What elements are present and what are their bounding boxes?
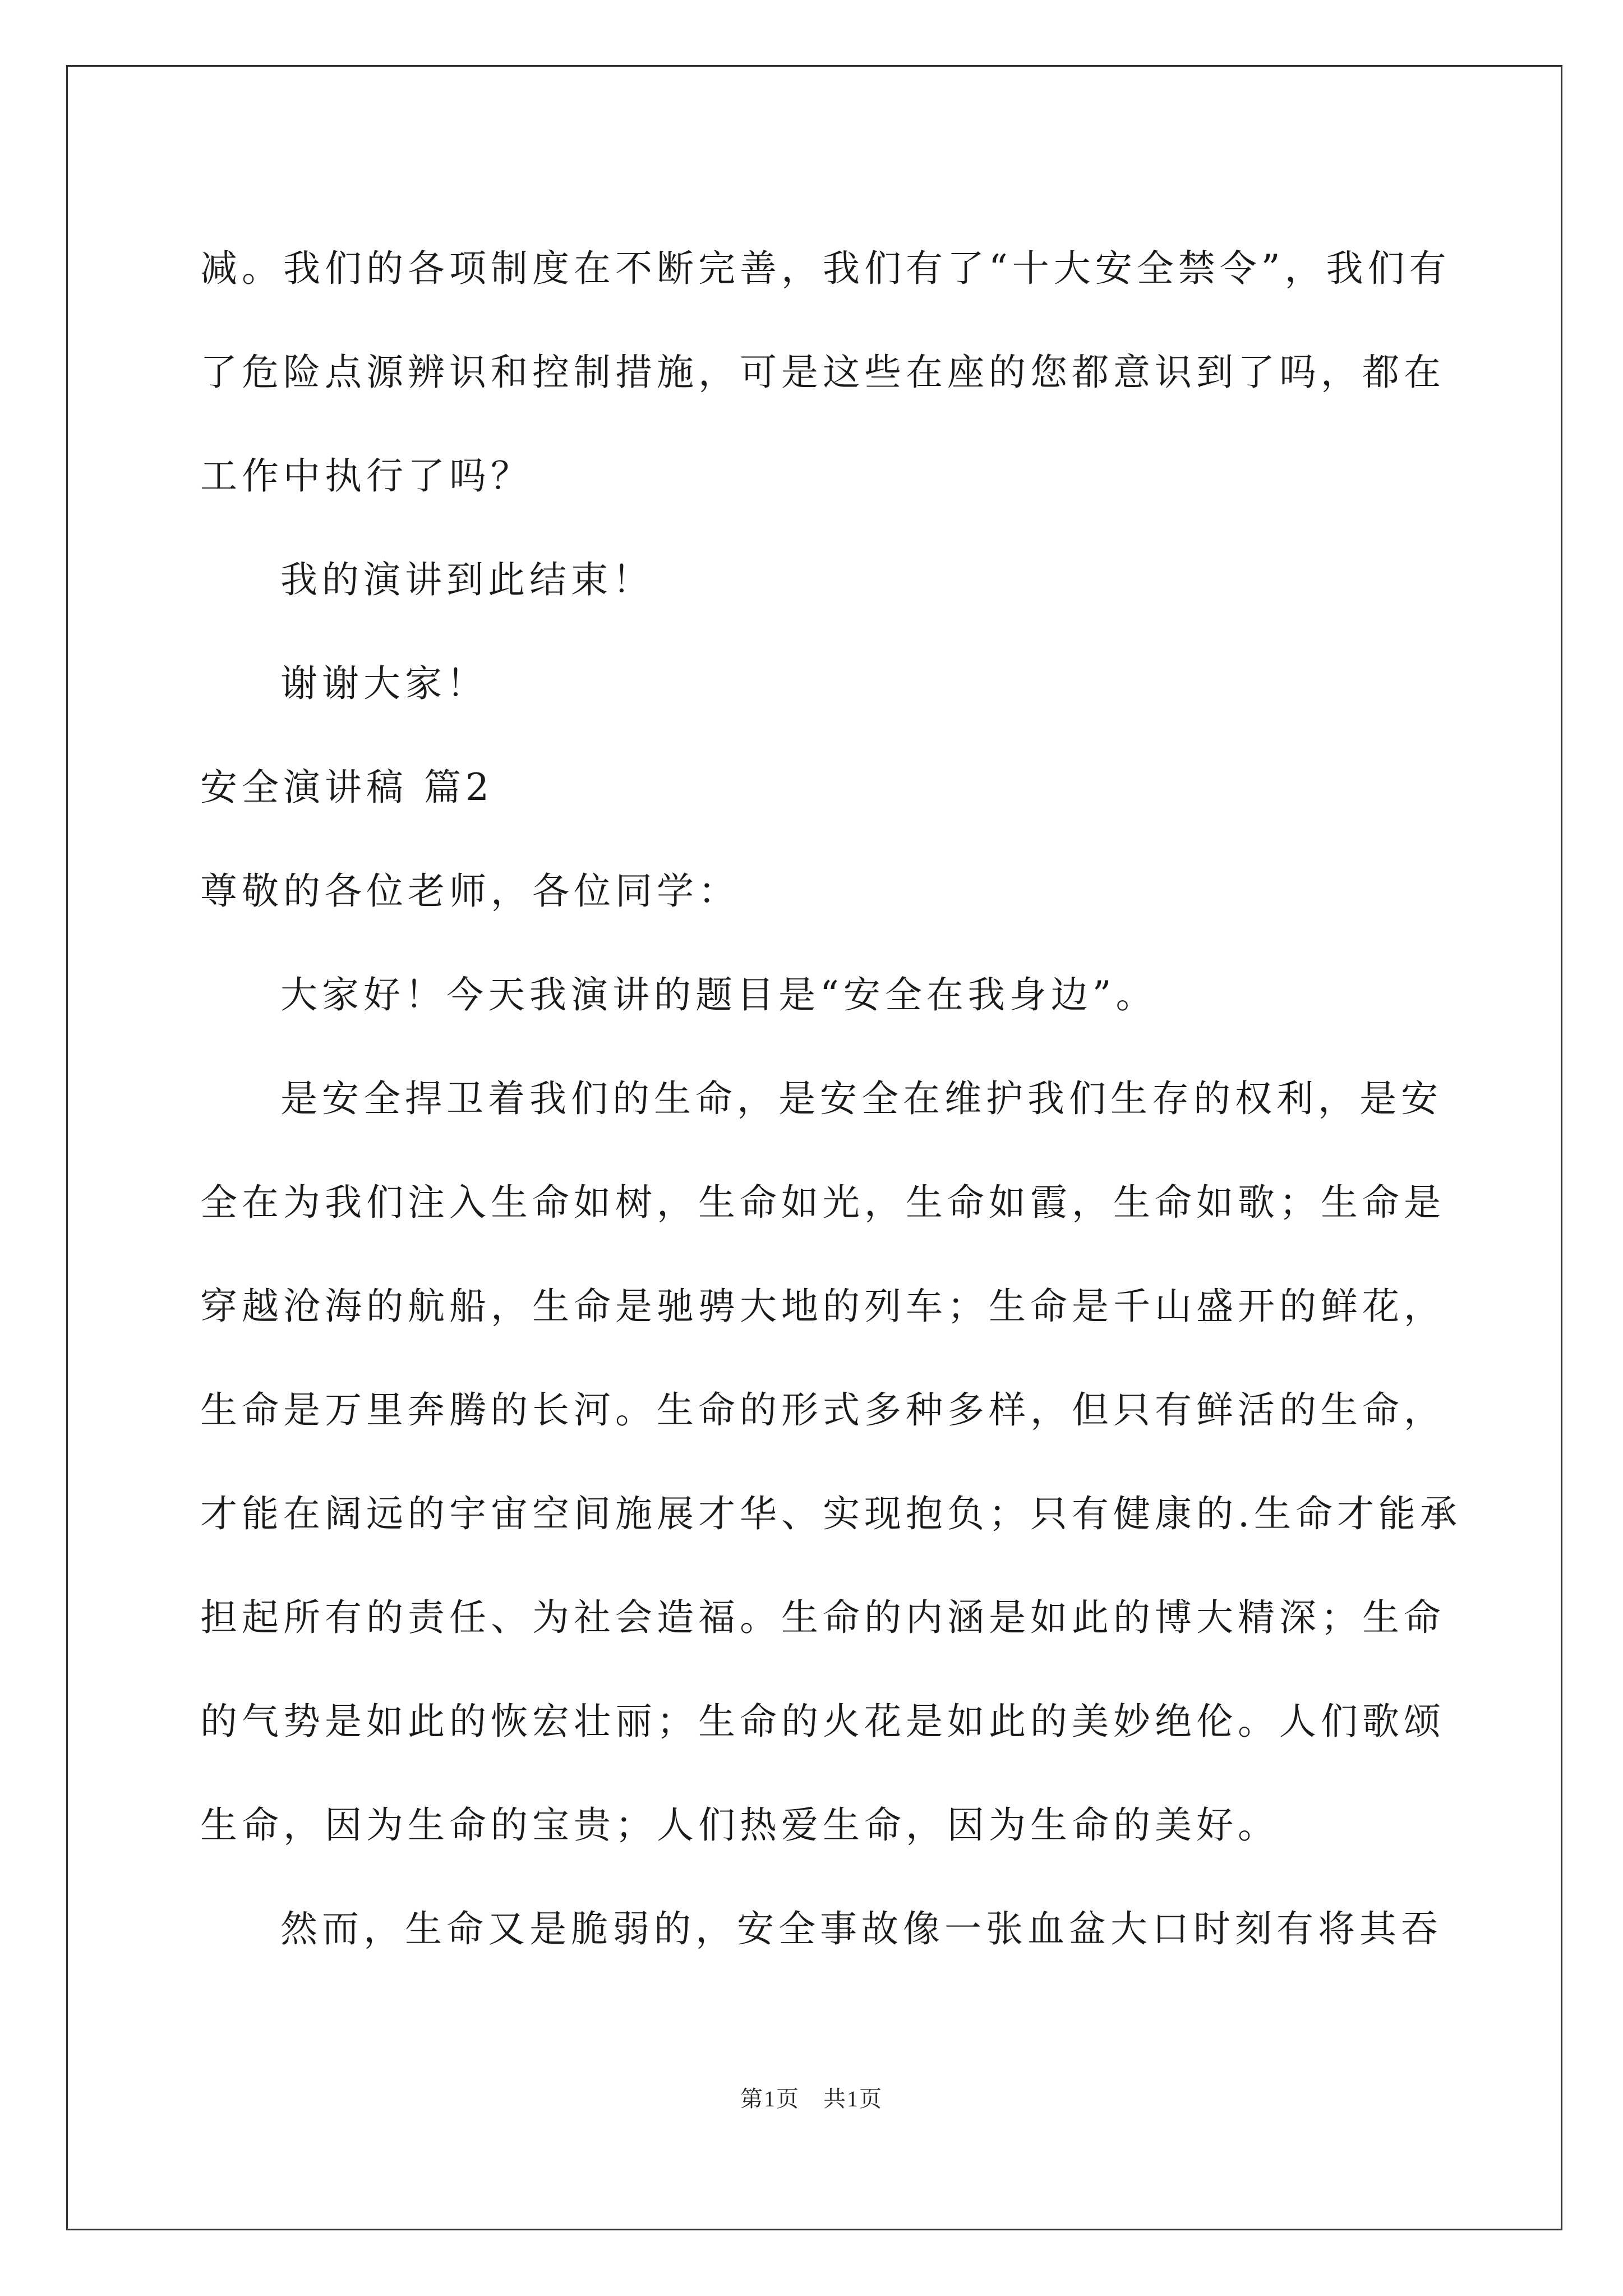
text-line: 担起所有的责任、为社会造福。生命的内涵是如此的博大精深；生命 [200,1596,1445,1639]
text-line: 生命是万里奔腾的长河。生命的形式多种多样，但只有鲜活的生命， [200,1388,1445,1432]
text-line: 穿越沧海的航船，生命是驰骋大地的列车；生命是千山盛开的鲜花， [200,1285,1445,1328]
text-line: 全在为我们注入生命如树，生命如光，生命如霞，生命如歌；生命是 [200,1181,1445,1224]
text-line: 然而，生命又是脆弱的，安全事故像一张血盆大口时刻有将其吞 [280,1907,1442,1950]
text-line: 才能在阔远的宇宙空间施展才华、实现抱负；只有健康的.生命才能承 [200,1492,1461,1535]
text-line: 是安全捍卫着我们的生命，是安全在维护我们生存的权利，是安 [280,1077,1442,1120]
text-line: 大家好！今天我演讲的题目是“安全在我身边”。 [280,973,1158,1016]
text-line: 减。我们的各项制度在不断完善，我们有了“十大安全禁令”，我们有 [200,247,1451,290]
section-heading: 安全演讲稿 篇2 [200,766,494,809]
text-line: 的气势是如此的恢宏壮丽；生命的火花是如此的美妙绝伦。人们歌颂 [200,1700,1445,1743]
text-line: 工作中执行了吗？ [200,454,532,498]
text-line: 我的演讲到此结束！ [280,558,654,601]
document-body [200,213,1461,1977]
text-line: 谢谢大家！ [280,662,488,705]
page-number-footer: 第1页 共1页 [740,2086,883,2111]
text-line: 了危险点源辨识和控制措施，可是这些在座的您都意识到了吗，都在 [200,351,1445,394]
text-line: 生命，因为生命的宝贵；人们热爱生命，因为生命的美好。 [200,1803,1279,1847]
salutation: 尊敬的各位老师，各位同学： [200,869,740,913]
